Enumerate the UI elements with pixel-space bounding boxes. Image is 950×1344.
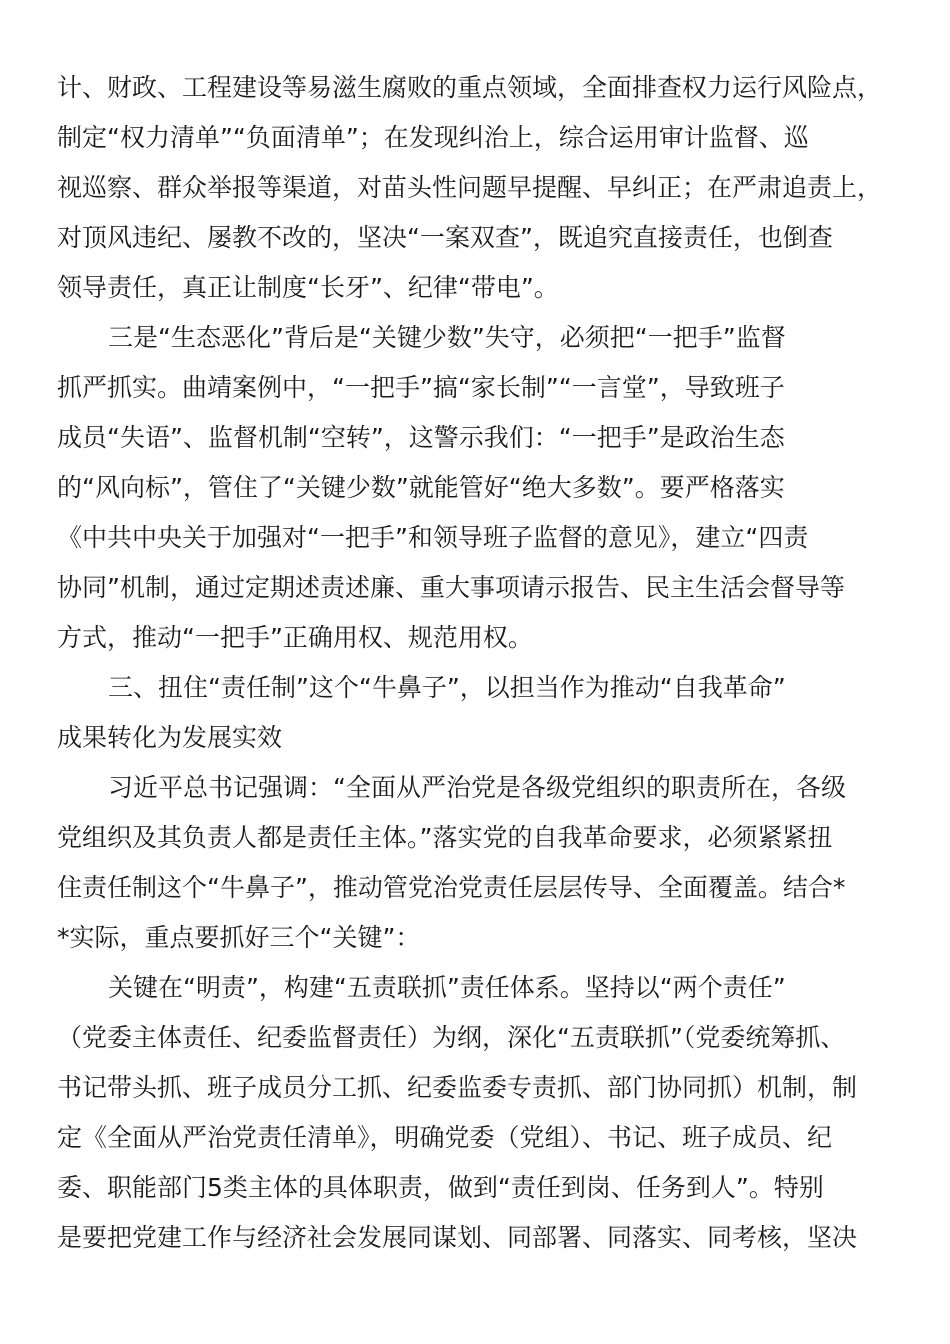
- paragraph-start-line: 关键在“明责”，构建“五责联抓”责任体系。坚持以“两个责任”: [108, 973, 786, 1002]
- section-heading: 三、扭住“责任制”这个“牛鼻子”，以担当作为推动“自我革命”: [108, 673, 786, 702]
- text-line: 书记带头抓、班子成员分工抓、纪委监委专责抓、部门协同抓）机制，制: [57, 1073, 858, 1102]
- text-line: 方式，推动“一把手”正确用权、规范用权。: [57, 623, 533, 652]
- text-line: 计、财政、工程建设等易滋生腐败的重点领域，全面排查权力运行风险点，: [57, 73, 883, 102]
- text-line: 委、职能部门5类主体的具体职责，做到“责任到岗、任务到人”。特别: [57, 1173, 824, 1202]
- text-line: 成员“失语”、监督机制“空转”，这警示我们：“一把手”是政治生态: [57, 423, 785, 452]
- text-line: *实际，重点要抓好三个“关键”：: [57, 923, 421, 952]
- text-line: 视巡察、群众举报等渠道，对苗头性问题早提醒、早纠正；在严肃追责上，: [57, 173, 883, 202]
- text-line: 制定“权力清单”“负面清单”；在发现纠治上，综合运用审计监督、巡: [57, 123, 809, 152]
- text-line: 抓严抓实。曲靖案例中，“一把手”搞“家长制”“一言堂”，导致班子: [57, 373, 785, 402]
- paragraph-start-line: 三是“生态恶化”背后是“关键少数”失守，必须把“一把手”监督: [108, 323, 786, 352]
- text-line: 对顶风违纪、屡教不改的，坚决“一案双查”，既追究直接责任，也倒查: [57, 223, 833, 252]
- text-line: 《中共中央关于加强对“一把手”和领导班子监督的意见》，建立“四责: [57, 523, 809, 552]
- text-line: 领导责任，真正让制度“长牙”、纪律“带电”。: [57, 273, 559, 302]
- section-heading-continued: 成果转化为发展实效: [57, 723, 283, 752]
- text-line: （党委主体责任、纪委监督责任）为纲，深化“五责联抓”（党委统筹抓、: [57, 1023, 846, 1052]
- paragraph-start-line: 习近平总书记强调：“全面从严治党是各级党组织的职责所在，各级: [108, 773, 846, 802]
- text-line: 是要把党建工作与经济社会发展同谋划、同部署、同落实、同考核，坚决: [57, 1223, 858, 1252]
- text-line: 党组织及其负责人都是责任主体。”落实党的自我革命要求，必须紧紧扭: [57, 823, 833, 852]
- text-line: 定《全面从严治党责任清单》，明确党委（党组）、书记、班子成员、纪: [57, 1123, 833, 1152]
- text-line: 的“风向标”，管住了“关键少数”就能管好“绝大多数”。要严格落实: [57, 473, 785, 502]
- text-line: 协同”机制，通过定期述责述廉、重大事项请示报告、民主生活会督导等: [57, 573, 845, 602]
- text-line: 住责任制这个“牛鼻子”，推动管党治党责任层层传导、全面覆盖。结合*: [57, 873, 846, 902]
